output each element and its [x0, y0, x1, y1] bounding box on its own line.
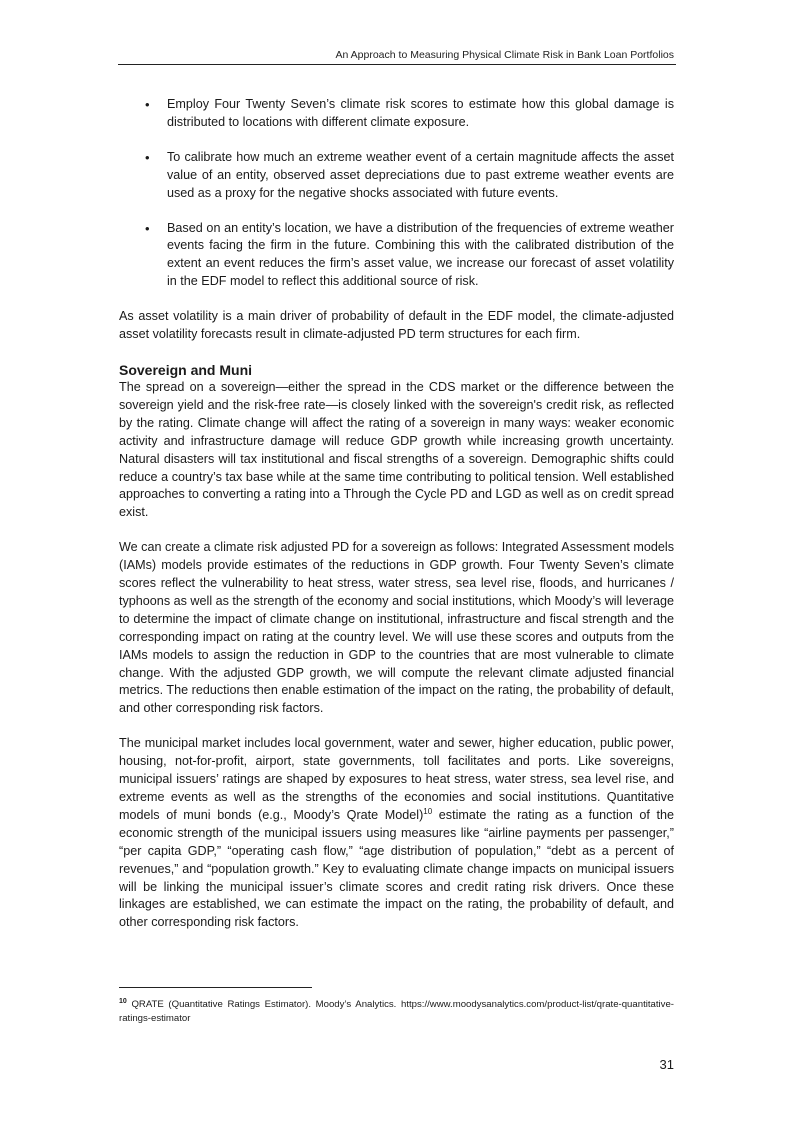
list-item: [119, 220, 674, 292]
bullet-icon: •: [145, 149, 150, 165]
list-item: [119, 96, 674, 132]
paragraph-municipal-text-start: The municipal market includes local government, water and sewer, higher education, public power, housing, not-for-profit, airport, state governments, toll facilitates and ports. Like sovereigns, municipal issuers’ ratings are shaped by exposures to heat stress, water stress, sea level rise, and extreme events as well as the strengths of the economies and social institutions. Quantitative models of muni bonds (e.g., Moody’s Qrate Model): [119, 736, 674, 822]
list-item-text: Based on an entity’s location, we have a distribution of the frequencies of extreme weather events facing the firm in the future. Combining this with the calibrated distribution of the extent an event reduces the firm’s asset value, we increase our forecast of asset volatility in the EDF model to reflect this additional source of risk.: [167, 220, 674, 289]
running-header-title: An Approach to Measuring Physical Climate Risk in Bank Loan Portfolios: [335, 49, 674, 61]
bullet-icon: •: [145, 220, 150, 236]
paragraph-asset-volatility: As asset volatility is a main driver of probability of default in the EDF model, the climate-adjusted asset volatility forecasts result in climate-adjusted PD term structures for each firm.: [119, 309, 674, 342]
bullet-icon: •: [145, 97, 150, 112]
footnote: [119, 995, 674, 1026]
footnote-marker: 10: [119, 998, 127, 1005]
footnote-text: QRATE (Quantitative Ratings Estimator). Moody’s Analytics. https://www.moodysanalytics.com/product-list/qrate-quantitative-ratings-estimator: [119, 999, 674, 1025]
bullet-list: [119, 96, 674, 291]
section-heading: Sovereign and Muni: [119, 361, 253, 378]
list-item: [119, 149, 674, 203]
list-item-text: To calibrate how much an extreme weather event of a certain magnitude affects the asset value of an entity, observed asset depreciations due to past extreme weather events are used as a proxy for the negative shocks associated with future events.: [167, 149, 674, 200]
running-header: [118, 48, 676, 65]
footnote-divider: [119, 987, 312, 988]
body-content: [119, 96, 674, 949]
footnote-reference[interactable]: 10: [423, 806, 433, 816]
paragraph-municipal-market: [119, 735, 674, 932]
list-item-text: Employ Four Twenty Seven’s climate risk scores to estimate how this global damage is distributed to locations with different climate exposure.: [167, 97, 674, 129]
page-number: 31: [659, 1057, 674, 1072]
paragraph-sovereign-pd: We can create a climate risk adjusted PD for a sovereign as follows: Integrated Assessment models (IAMs) models provide estimates of the reductions in GDP growth. Four Twenty Seven’s climate scores reflect the vulnerability to heat stress, water stress, sea level rise, floods, and hurricanes / typhoons as well as the strength of the economy and social institutions, which Moody’s will leverage to determine the impact of climate change on institutional, infrastructure and fiscal strength and the corresponding impact on rating at the country level. We will use these scores and outputs from the IAMs models to assign the reduction in GDP to the countries that are most vulnerable to climate change. With the adjusted GDP growth, we will compute the relevant climate adjusted financial metrics. The reductions then enable estimation of the impact on the rating, the probability of default, and other corresponding risk factors.: [119, 540, 674, 716]
paragraph-municipal-text-end: estimate the rating as a function of the economic strength of the municipal issuers using measures like “airline payments per passenger,” “per capita GDP,” “operating cash flow,” “age distribution of population,” “debt as a percent of revenues,” and “population growth.” Key to evaluating climate change impacts on municipal issuers will be linking the municipal issuer’s climate scores and credit rating risk drivers. Once these linkages are established, we can estimate the impact on the rating, the probability of default, and other corresponding risk factors.: [119, 807, 674, 930]
paragraph-spread: The spread on a sovereign—either the spread in the CDS market or the difference between the sovereign yield and the risk-free rate—is closely linked with the sovereign's credit risk, as reflected by the rating. Climate change will affect the rating of a sovereign in many ways: weaker economic activity and infrastructure damage will reduce GDP growth while increasing growth uncertainty. Natural disasters will tax institutional and fiscal strengths of a sovereign. Demographic shifts could reduce a country’s tax base while at the same time contributing to political tension. Well established approaches to converting a rating into a Through the Cycle PD and LGD as well as on credit spread exist.: [119, 379, 674, 520]
